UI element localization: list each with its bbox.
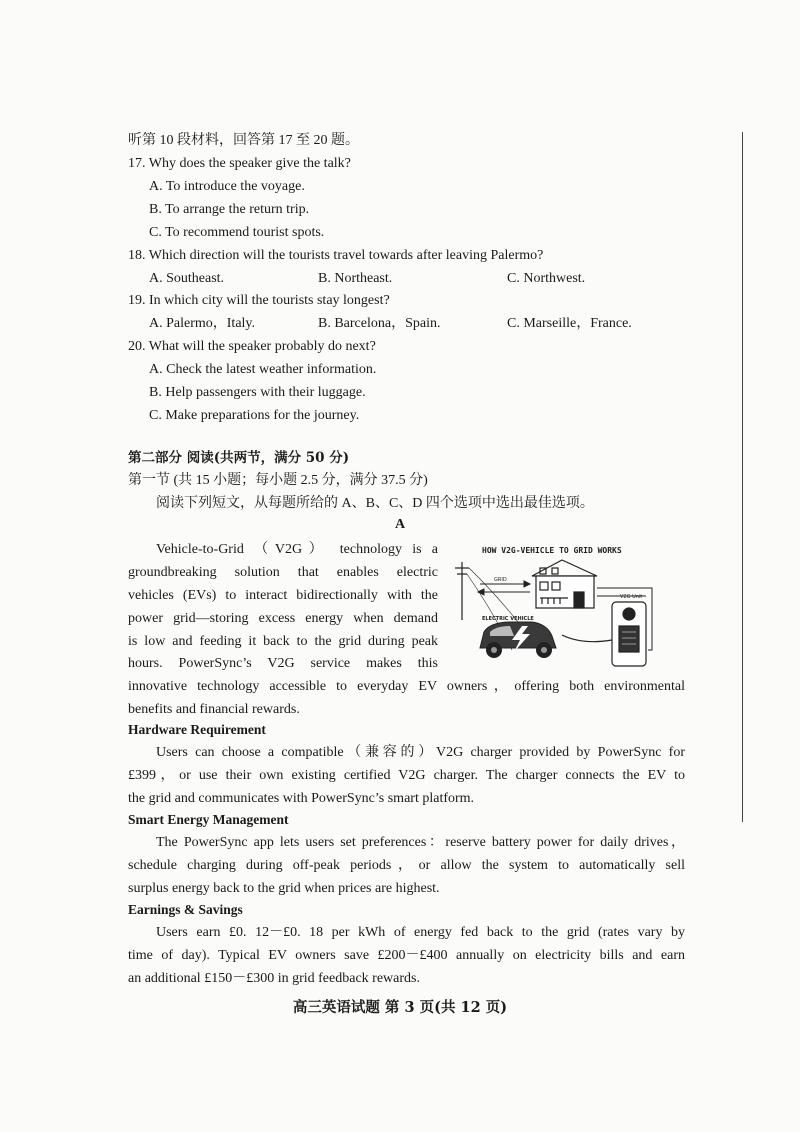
q17-option-c: C. To recommend tourist spots. [149, 225, 325, 240]
question-20: 20. What will the speaker probably do next? [128, 339, 376, 354]
q19-option-c: C. Marseille，France. [507, 316, 632, 331]
q17-option-b: B. To arrange the return trip. [149, 202, 310, 217]
v2g-unit-label: V2G Unit [620, 594, 643, 600]
smart-line-2: schedule charging during off-peak periods，or allow the system to automatically sell [128, 858, 685, 873]
question-17: 17. Why does the speaker give the talk? [128, 156, 351, 171]
listening-intro: 听第 10 段材料，回答第 17 至 20 题。 [128, 133, 359, 148]
q18-option-b: B. Northeast. [318, 271, 393, 286]
page-footer: 高三英语试题 第 3 页(共 12 页) [292, 999, 508, 1016]
q20-option-c: C. Make preparations for the journey. [149, 408, 360, 423]
q19-option-a: A. Palermo，Italy. [149, 316, 256, 331]
intro-line-3: vehicles (EVs) to interact bidirectionally with the [128, 588, 438, 603]
heading-smart-energy: Smart Energy Management [128, 812, 289, 827]
part-two-title: 第二部分 阅读(共两节，满分 50 分) [128, 450, 350, 466]
hardware-line-2: £399，or use their own existing certified V2G charger. The charger connects the EV to [128, 768, 685, 783]
q19-option-b: B. Barcelona，Spain. [318, 316, 441, 331]
passage-label: A [394, 517, 406, 532]
heading-hardware: Hardware Requirement [128, 722, 266, 737]
house-icon [532, 560, 597, 608]
q20-option-b: B. Help passengers with their luggage. [149, 385, 366, 400]
intro-line-7: innovative technology accessible to everyday EV owners，offering both environmental [128, 679, 685, 694]
reading-instruction: 阅读下列短文，从每题所给的 A、B、C、D 四个选项中选出最佳选项。 [156, 496, 594, 511]
section-one-title: 第一节 (共 15 小题；每小题 2.5 分，满分 37.5 分) [128, 473, 428, 488]
v2g-unit-icon [612, 602, 646, 666]
heading-earnings: Earnings & Savings [128, 902, 243, 917]
v2g-diagram [452, 540, 667, 670]
diagram-title: HOW V2G-VEHICLE TO GRID WORKS [482, 546, 622, 555]
electric-vehicle-label: ELECTRIC VEHICLE [482, 616, 534, 622]
charging-cable [562, 635, 612, 642]
question-18: 18. Which direction will the tourists travel towards after leaving Palermo? [128, 248, 544, 263]
q18-option-a: A. Southeast. [149, 271, 225, 286]
v2g-diagram-svg [452, 540, 667, 670]
earnings-line-1: Users earn £0. 12－£0. 18 per kWh of energy fed back to the grid (rates vary by [156, 925, 685, 940]
intro-line-5: is low and feeding it back to the grid during peak [128, 634, 438, 649]
intro-line-8: benefits and financial rewards. [128, 702, 300, 717]
hardware-line-3: the grid and communicates with PowerSync’s smart platform. [128, 791, 475, 806]
electric-car-icon [480, 622, 556, 658]
margin-rule [742, 132, 743, 822]
intro-line-4: power grid—storing excess energy when demand [128, 611, 438, 626]
q18-option-c: C. Northwest. [507, 271, 586, 286]
smart-line-1: The PowerSync app lets users set preferences：reserve battery power for daily drives， [156, 835, 685, 850]
q20-option-a: A. Check the latest weather information. [149, 362, 377, 377]
hardware-line-1: Users can choose a compatible（兼容的）V2G charger provided by PowerSync for [156, 745, 685, 760]
intro-line-1: Vehicle-to-Grid （V2G） technology is a [156, 542, 438, 557]
intro-line-2: groundbreaking solution that enables electric [128, 565, 438, 580]
q17-option-a: A. To introduce the voyage. [149, 179, 305, 194]
smart-line-3: surplus energy back to the grid when prices are highest. [128, 881, 440, 896]
question-19: 19. In which city will the tourists stay longest? [128, 293, 390, 308]
grid-label: GRID [494, 577, 507, 583]
grid-arrows [478, 581, 530, 595]
earnings-line-3: an additional £150－£300 in grid feedback rewards. [128, 971, 420, 986]
intro-line-6: hours. PowerSync’s V2G service makes this [128, 656, 438, 671]
earnings-line-2: time of day). Typical EV owners save £200－£400 annually on electricity bills and earn [128, 948, 685, 963]
